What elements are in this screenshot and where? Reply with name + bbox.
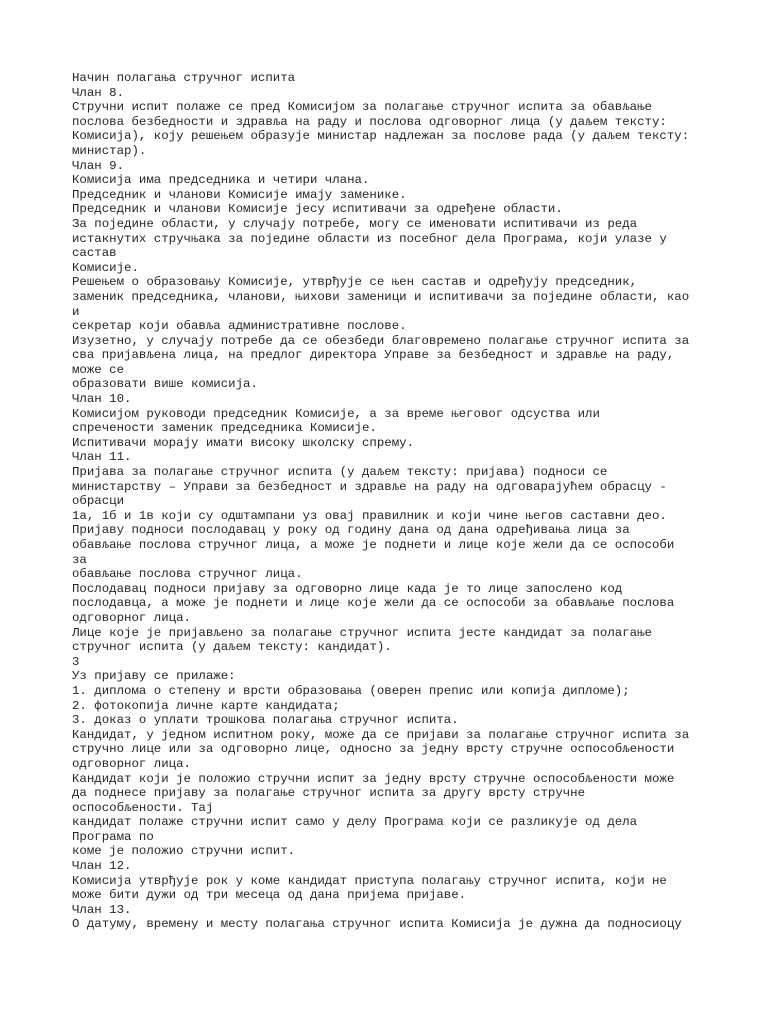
text-line: обављање послова стручног лица, а може је поднети и лице које жели да се оспособи bbox=[72, 538, 675, 552]
text-line: О датуму, времену и месту полагања стручног испита Комисија је дужна да подносиоцу bbox=[72, 917, 682, 932]
text-line: Изузетно, у случају потребе да се обезбеди благовремено полагање стручног испита за bbox=[72, 333, 690, 348]
text-line: Кандидат који је положио стручни испит за једну врсту стручне оспособљености може bbox=[72, 771, 675, 786]
text-line: Председник и чланови Комисије јесу испитивачи за одређене области. bbox=[72, 202, 563, 217]
text-line: Члан 13. bbox=[72, 902, 132, 917]
text-line: 1. диплома о степену и врсти образовања (оверен препис или копија дипломе); bbox=[72, 683, 630, 698]
text-line: истакнутих стручњака за поједине области из посебног дела Програма, који улазе у bbox=[72, 231, 667, 246]
text-line: Комисија има председника и четири члана. bbox=[72, 173, 370, 188]
text-line: 3. доказ о уплати трошкова полагања стручног испита. bbox=[72, 713, 459, 728]
text-line: кандидат полаже стручни испит само у делу Програма који се разликује од дела bbox=[72, 815, 638, 830]
text-line: Комисија утврђује рок у коме кандидат приступа полагању стручног испита, који не bbox=[72, 873, 667, 888]
text-line: Послодавац подноси пријаву за одговорно лице када је то лице запослено код bbox=[72, 581, 623, 596]
text-line: стручног испита (у даљем тексту: кандидат). bbox=[72, 640, 392, 655]
text-line: састав bbox=[72, 246, 117, 261]
text-line: образовати више комисија. bbox=[72, 377, 258, 392]
text-line: Комисијом руководи председник Комисије, а за време његовог одсуства или bbox=[72, 406, 600, 421]
text-line: стручно лице или за одговорно лице, односно за једну врсту стручне оспособљености bbox=[72, 742, 675, 757]
text-line: одговорног лица. bbox=[72, 756, 191, 771]
text-line: Програма по bbox=[72, 829, 154, 844]
text-line: одговорног лица. bbox=[72, 610, 191, 625]
text-line: Комисија), коју решењем образује министар надлежан за послове рада (у даљем тексту: bbox=[72, 129, 690, 144]
text-line: Лице које је пријављено за полагање стручног испита јесте кандидат за полагање bbox=[72, 625, 652, 640]
text-line: Председник и чланови Комисије имају заменике. bbox=[72, 187, 407, 202]
text-line: спречености заменик председника Комисије. bbox=[72, 421, 377, 436]
text-line: Члан 12. bbox=[72, 859, 132, 874]
text-line: Решењем о образовању Комисије, утврђује се њен састав и одређују председник, bbox=[72, 275, 638, 290]
text-line: може бити дужи од три месеца од дана пријема пријаве. bbox=[72, 888, 467, 903]
text-line: Пријава за полагање стручног испита (у даљем тексту: пријава) подноси се bbox=[72, 465, 608, 480]
text-line: Начин полагања стручног испита bbox=[72, 71, 296, 85]
text-line: заменик председника, чланови, њихови заменици и испитивачи за поједине области, као bbox=[72, 289, 690, 304]
text-line: послова безбедности и здравља на раду и послова одговорног лица (у даљем тексту: bbox=[72, 114, 667, 129]
text-line: министарству – Управи за безбедност и здравље на раду на одговарајућем обрасцу - bbox=[72, 479, 667, 494]
text-line: 2. фотокопија личне карте кандидата; bbox=[72, 698, 340, 713]
text-line: Члан 10. bbox=[72, 392, 132, 407]
text-line: Стручни испит полаже се пред Комисијом за полагање стручног испита за обављање bbox=[72, 100, 652, 115]
text-line: За поједине области, у случају потребе, могу се именовати испитивачи из реда bbox=[72, 216, 638, 231]
text-line: 3 bbox=[72, 654, 80, 669]
text-line: обављање послова стручног лица. bbox=[72, 567, 303, 582]
text-line: Члан 11. bbox=[72, 450, 132, 465]
text-line: секретар који обавља административне послове. bbox=[72, 319, 407, 334]
text-line: за bbox=[72, 552, 87, 567]
text-line: министар). bbox=[72, 143, 147, 158]
text-line: Кандидат, у једном испитном року, може да се пријави за полагање стручног испита за bbox=[72, 727, 690, 742]
text-line: сва пријављена лица, на предлог директора Управе за безбедност и здравље на раду, bbox=[72, 348, 675, 363]
text-line: може се bbox=[72, 362, 125, 377]
document-body bbox=[72, 71, 712, 932]
text-line: 1а, 1б и 1в који су одштампани уз овај правилник и који чине његов саставни део. bbox=[72, 508, 667, 523]
text-line: Комисије. bbox=[72, 260, 139, 275]
text-line: Уз пријаву се прилаже: bbox=[72, 669, 236, 684]
text-line: Члан 8. bbox=[72, 85, 125, 100]
text-line: послодавца, а може је поднети и лице које жели да се оспособи за обављање послова bbox=[72, 596, 675, 611]
text-line: коме је положио стручни испит. bbox=[72, 844, 296, 859]
text-line: да поднесе пријаву за полагање стручног испита за другу врсту стручне bbox=[72, 786, 586, 801]
text-line: Пријаву подноси послодавац у року од годину дана од дана одређивања лица за bbox=[72, 523, 630, 538]
text-line: и bbox=[72, 304, 80, 319]
text-line: Испитивачи морају имати високу школску спрему. bbox=[72, 435, 415, 450]
text-line: оспособљености. Тај bbox=[72, 800, 214, 815]
text-line: обрасци bbox=[72, 494, 125, 509]
text-line: Члан 9. bbox=[72, 158, 125, 173]
